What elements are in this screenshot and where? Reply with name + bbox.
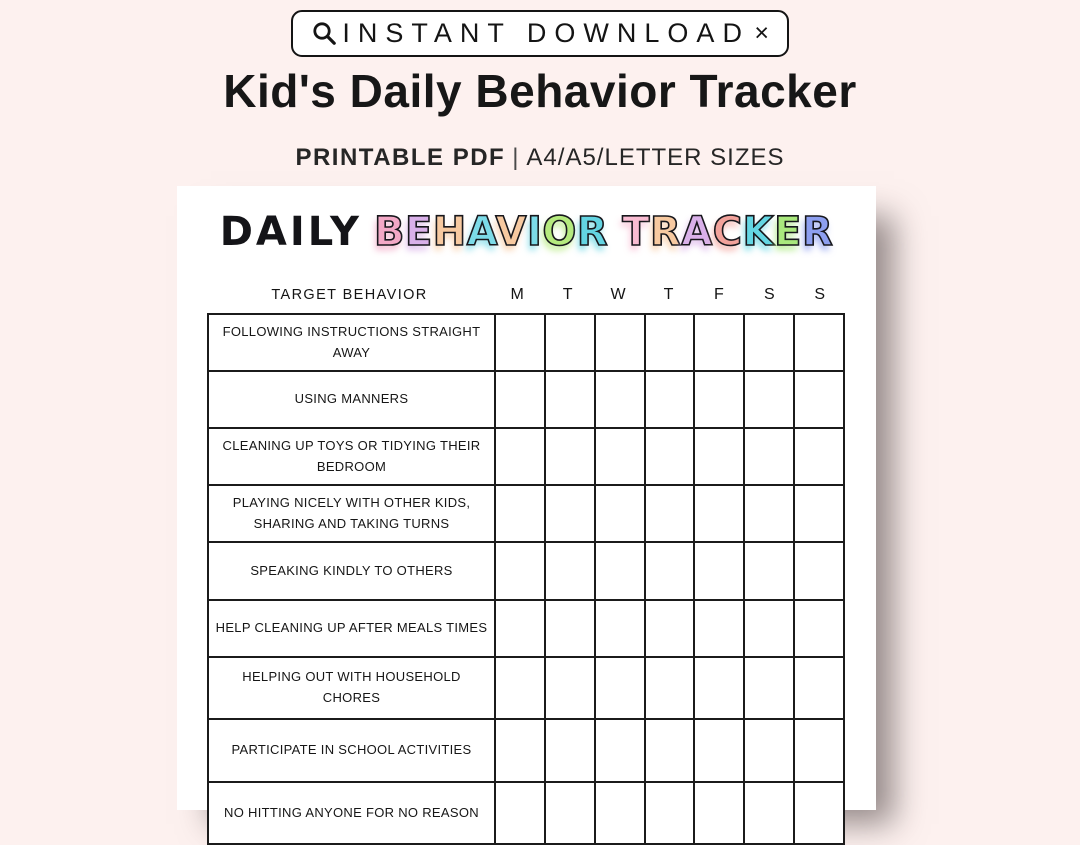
heading-letter: A bbox=[466, 209, 496, 255]
column-header-day: T bbox=[663, 286, 674, 303]
badge-label: INSTANT DOWNLOAD bbox=[342, 18, 750, 48]
heading-letter: V bbox=[495, 209, 527, 255]
day-cell bbox=[693, 486, 743, 541]
day-cell bbox=[693, 783, 743, 843]
day-cell bbox=[793, 601, 843, 656]
heading-word-tracker bbox=[622, 209, 833, 255]
table-row bbox=[209, 315, 843, 372]
day-cell bbox=[743, 783, 793, 843]
heading-letter: K bbox=[742, 209, 775, 255]
day-cell bbox=[494, 372, 544, 427]
day-cell bbox=[644, 783, 694, 843]
day-cell bbox=[644, 486, 694, 541]
day-cell bbox=[544, 783, 594, 843]
day-cell bbox=[494, 720, 544, 781]
heading-letter: T bbox=[622, 209, 651, 255]
day-cell bbox=[644, 658, 694, 718]
day-cell bbox=[793, 720, 843, 781]
heading-letter: B bbox=[373, 209, 405, 255]
heading-word-behavior bbox=[374, 209, 608, 255]
day-cell bbox=[693, 720, 743, 781]
printable-paper bbox=[177, 186, 876, 820]
day-cell bbox=[494, 486, 544, 541]
day-cell bbox=[743, 429, 793, 484]
heading-letter: E bbox=[774, 209, 802, 255]
subtitle-separator: | bbox=[512, 144, 520, 171]
day-cell bbox=[544, 601, 594, 656]
heading-letter: A bbox=[681, 209, 713, 255]
table-header-row bbox=[207, 282, 845, 308]
subtitle-sizes: A4/A5/LETTER SIZES bbox=[526, 144, 785, 171]
heading-letter: E bbox=[404, 209, 433, 255]
day-cell bbox=[743, 601, 793, 656]
heading-letter: I bbox=[527, 209, 543, 255]
day-cell bbox=[743, 658, 793, 718]
day-cell bbox=[594, 783, 644, 843]
day-cell bbox=[693, 429, 743, 484]
day-cell bbox=[544, 315, 594, 370]
page-title: Kid's Daily Behavior Tracker bbox=[223, 65, 857, 117]
heading-letter: R bbox=[650, 209, 682, 255]
heading-colored-words bbox=[374, 209, 833, 255]
day-cell bbox=[544, 658, 594, 718]
day-cell bbox=[494, 658, 544, 718]
behavior-label: PARTICIPATE IN SCHOOL ACTIVITIES bbox=[231, 742, 472, 758]
day-cell bbox=[793, 486, 843, 541]
behavior-label: HELPING OUT WITH HOUSEHOLD CHORES bbox=[242, 669, 461, 705]
behavior-label: USING MANNERS bbox=[294, 391, 409, 407]
day-cell bbox=[494, 783, 544, 843]
table-row bbox=[209, 372, 843, 429]
table-row bbox=[209, 429, 843, 486]
behavior-label: NO HITTING ANYONE FOR NO REASON bbox=[224, 804, 479, 820]
heading-letter: O bbox=[542, 209, 577, 255]
day-cell bbox=[494, 543, 544, 599]
day-cell bbox=[594, 372, 644, 427]
subtitle bbox=[0, 144, 1080, 172]
day-cell bbox=[743, 720, 793, 781]
column-header-day: T bbox=[562, 286, 573, 303]
day-cell bbox=[743, 315, 793, 370]
column-header-day: W bbox=[610, 286, 626, 303]
column-header-target-behavior: TARGET BEHAVIOR bbox=[271, 287, 428, 303]
column-header-day: M bbox=[510, 286, 524, 303]
day-cell bbox=[594, 601, 644, 656]
day-cell bbox=[544, 486, 594, 541]
day-cell bbox=[693, 372, 743, 427]
day-cell bbox=[644, 720, 694, 781]
day-cell bbox=[644, 372, 694, 427]
behavior-label: FOLLOWING INSTRUCTIONS STRAIGHT AWAY bbox=[222, 323, 481, 360]
table-row bbox=[209, 658, 843, 720]
day-cell bbox=[544, 429, 594, 484]
heading-letter: C bbox=[712, 209, 743, 255]
day-cell bbox=[693, 658, 743, 718]
day-cell bbox=[644, 601, 694, 656]
day-cell bbox=[544, 720, 594, 781]
day-cell bbox=[743, 372, 793, 427]
day-cell bbox=[594, 543, 644, 599]
heading-word-daily: DAILY bbox=[219, 209, 362, 255]
instant-download-badge[interactable] bbox=[291, 10, 789, 57]
day-cell bbox=[793, 658, 843, 718]
day-cell bbox=[644, 543, 694, 599]
day-cell bbox=[494, 315, 544, 370]
day-cell bbox=[544, 372, 594, 427]
day-cell bbox=[594, 486, 644, 541]
day-cell bbox=[594, 720, 644, 781]
day-cell bbox=[693, 601, 743, 656]
subtitle-format: PRINTABLE PDF bbox=[295, 144, 506, 171]
column-header-day: S bbox=[814, 286, 826, 303]
day-cell bbox=[594, 429, 644, 484]
day-cell bbox=[594, 315, 644, 370]
table-row bbox=[209, 783, 843, 843]
day-cell bbox=[644, 315, 694, 370]
close-icon[interactable]: × bbox=[754, 19, 769, 47]
table-row bbox=[209, 486, 843, 543]
behavior-label: PLAYING NICELY WITH OTHER KIDS, SHARING AND TAKING TURNS bbox=[232, 494, 471, 531]
day-cell bbox=[793, 783, 843, 843]
day-cell bbox=[743, 543, 793, 599]
search-icon bbox=[311, 20, 338, 47]
behavior-label: HELP CLEANING UP AFTER MEALS TIMES bbox=[215, 620, 488, 636]
heading-letter: R bbox=[576, 209, 609, 255]
column-header-day: F bbox=[714, 286, 724, 303]
day-cell bbox=[644, 429, 694, 484]
day-cell bbox=[494, 601, 544, 656]
heading-letter: R bbox=[801, 209, 834, 255]
day-cell bbox=[743, 486, 793, 541]
tracker-heading bbox=[177, 208, 876, 256]
day-cell bbox=[793, 429, 843, 484]
table-row bbox=[209, 720, 843, 783]
day-cell bbox=[693, 543, 743, 599]
day-cell bbox=[693, 315, 743, 370]
behavior-label: CLEANING UP TOYS OR TIDYING THEIR BEDROOM bbox=[222, 437, 481, 474]
day-cell bbox=[494, 429, 544, 484]
day-cell bbox=[594, 658, 644, 718]
heading-letter: H bbox=[432, 209, 467, 255]
day-cell bbox=[793, 372, 843, 427]
column-header-day: S bbox=[763, 286, 775, 303]
table-row bbox=[209, 601, 843, 658]
behavior-table bbox=[207, 313, 845, 845]
behavior-label: SPEAKING KINDLY TO OTHERS bbox=[250, 562, 453, 578]
day-cell bbox=[793, 315, 843, 370]
day-cell bbox=[544, 543, 594, 599]
day-cell bbox=[793, 543, 843, 599]
table-row bbox=[209, 543, 843, 601]
